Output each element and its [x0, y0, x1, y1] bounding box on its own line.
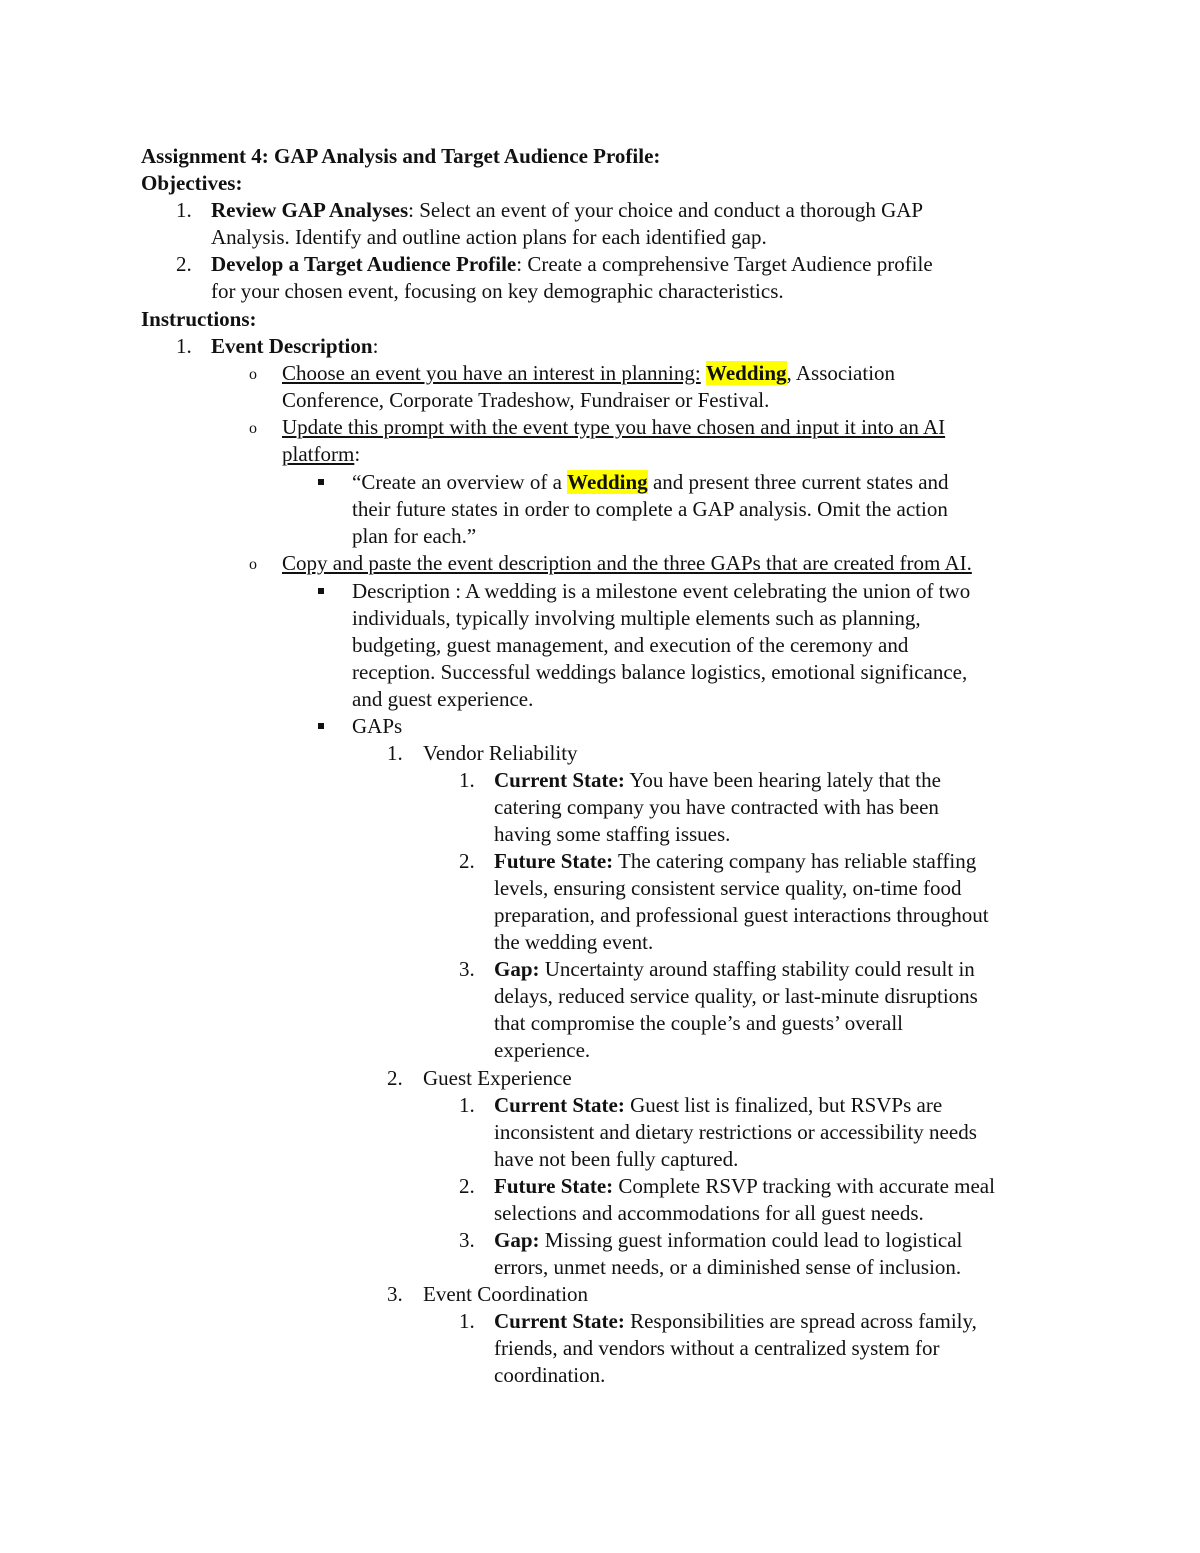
- square-bullet-icon: [318, 588, 324, 594]
- gap-1-gap-line4: experience.: [494, 1038, 591, 1062]
- objective-2-line2: for your chosen event, focusing on key demographic characteristics.: [211, 279, 784, 303]
- gap-2-gap-line1: Gap: Missing guest information could lead to logistical: [494, 1228, 963, 1252]
- gap-1-number: 1.: [387, 741, 403, 765]
- gap-1-gap-line1: Gap: Uncertainty around staffing stability could result in: [494, 957, 975, 981]
- description-line3: budgeting, guest management, and execution of the ceremony and: [352, 633, 909, 657]
- gap-3-current-state-line3: coordination.: [494, 1363, 606, 1387]
- gap-2-item-1-number: 1.: [459, 1093, 475, 1117]
- gap-1-title: Vendor Reliability: [423, 741, 578, 765]
- gap-1-item-1-number: 1.: [459, 768, 475, 792]
- gap-1-future-state-line4: the wedding event.: [494, 930, 654, 954]
- gap-1-gap-line3: that compromise the couple’s and guests’ overall: [494, 1011, 903, 1035]
- gaps-label: GAPs: [352, 714, 403, 738]
- gap-3-item-1-number: 1.: [459, 1309, 475, 1333]
- instruction-1-number: 1.: [176, 334, 192, 358]
- gap-1-future-state-line2: levels, ensuring consistent service quality, on-time food: [494, 876, 962, 900]
- assignment-title: Assignment 4: GAP Analysis and Target Audience Profile:: [141, 144, 661, 168]
- gap-1-current-state-line3: having some staffing issues.: [494, 822, 731, 846]
- circle-bullet-icon: o: [249, 556, 257, 573]
- gap-2-item-3-number: 3.: [459, 1228, 475, 1252]
- update-prompt-line2: platform:: [282, 442, 361, 466]
- gap-3-title: Event Coordination: [423, 1282, 589, 1306]
- gap-2-item-2-number: 2.: [459, 1174, 475, 1198]
- gap-2-gap-line2: errors, unmet needs, or a diminished sense of inclusion.: [494, 1255, 962, 1279]
- gap-2-title: Guest Experience: [423, 1066, 572, 1090]
- event-description-heading: Event Description:: [211, 334, 379, 358]
- gap-2-future-state-line2: selections and accommodations for all guest needs.: [494, 1201, 924, 1225]
- gap-2-future-state-line1: Future State: Complete RSVP tracking with accurate meal: [494, 1174, 995, 1198]
- gap-2-current-state-line3: have not been fully captured.: [494, 1147, 739, 1171]
- objective-1-line2: Analysis. Identify and outline action plans for each identified gap.: [211, 225, 767, 249]
- prompt-line3: plan for each.”: [352, 524, 477, 548]
- gap-1-current-state-line2: catering company you have contracted with has been: [494, 795, 939, 819]
- prompt-line1: “Create an overview of a Wedding and present three current states and: [352, 470, 949, 494]
- gap-3-current-state-line1: Current State: Responsibilities are spread across family,: [494, 1309, 977, 1333]
- gap-3-current-state-line2: friends, and vendors without a centralized system for: [494, 1336, 940, 1360]
- circle-bullet-icon: o: [249, 366, 257, 383]
- copy-paste-instruction: Copy and paste the event description and the three GAPs that are created from AI.: [282, 551, 972, 575]
- wedding-highlight: Wedding: [705, 361, 787, 385]
- gap-1-future-state-line3: preparation, and professional guest interactions throughout: [494, 903, 989, 927]
- gap-1-item-2-number: 2.: [459, 849, 475, 873]
- objective-1-number: 1.: [176, 198, 192, 222]
- gap-1-item-3-number: 3.: [459, 957, 475, 981]
- circle-bullet-icon: o: [249, 420, 257, 437]
- choose-event-line2: Conference, Corporate Tradeshow, Fundraiser or Festival.: [282, 388, 770, 412]
- square-bullet-icon: [318, 723, 324, 729]
- objectives-heading: Objectives:: [141, 171, 243, 195]
- gap-2-current-state-line1: Current State: Guest list is finalized, but RSVPs are: [494, 1093, 943, 1117]
- objective-1-line1: Review GAP Analyses: Select an event of your choice and conduct a thorough GAP: [211, 198, 924, 222]
- wedding-highlight: Wedding: [567, 470, 648, 494]
- gap-2-current-state-line2: inconsistent and dietary restrictions or accessibility needs: [494, 1120, 977, 1144]
- gap-3-number: 3.: [387, 1282, 403, 1306]
- prompt-line2: their future states in order to complete a GAP analysis. Omit the action: [352, 497, 948, 521]
- gap-1-gap-line2: delays, reduced service quality, or last-minute disruptions: [494, 984, 978, 1008]
- gap-2-number: 2.: [387, 1066, 403, 1090]
- objective-2-number: 2.: [176, 252, 192, 276]
- objective-2-line1: Develop a Target Audience Profile: Create a comprehensive Target Audience profile: [211, 252, 933, 276]
- description-line4: reception. Successful weddings balance logistics, emotional significance,: [352, 660, 968, 684]
- description-line1: Description : A wedding is a milestone event celebrating the union of two: [352, 579, 971, 603]
- description-line5: and guest experience.: [352, 687, 534, 711]
- square-bullet-icon: [318, 479, 324, 485]
- gap-1-current-state-line1: Current State: You have been hearing lately that the: [494, 768, 941, 792]
- instructions-heading: Instructions:: [141, 307, 257, 331]
- gap-1-future-state-line1: Future State: The catering company has reliable staffing: [494, 849, 977, 873]
- choose-event-line1: Choose an event you have an interest in planning: Wedding, Association: [282, 361, 896, 385]
- description-line2: individuals, typically involving multiple elements such as planning,: [352, 606, 921, 630]
- update-prompt-line1: Update this prompt with the event type you have chosen and input it into an AI: [282, 415, 946, 439]
